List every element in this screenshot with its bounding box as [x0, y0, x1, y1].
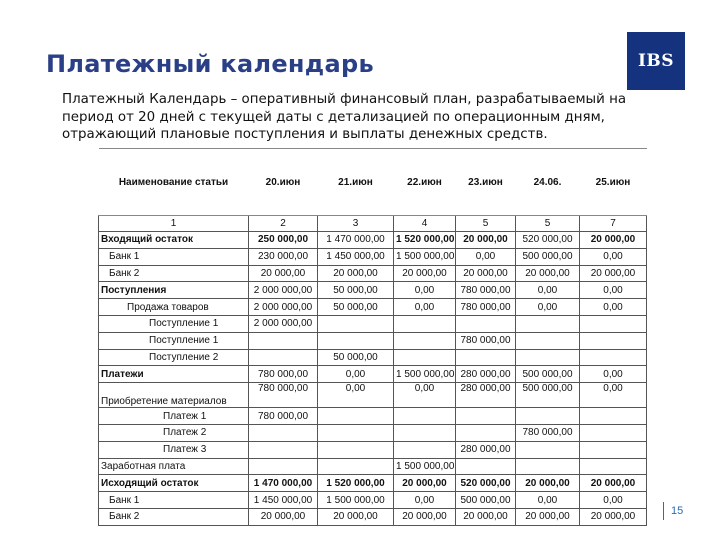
cell-value: 20 000,00 [516, 265, 580, 282]
cell-value: 0,00 [580, 366, 647, 383]
cell-value: 20 000,00 [580, 265, 647, 282]
cell-value [456, 458, 516, 475]
cell-value [318, 315, 394, 332]
cell-value [456, 315, 516, 332]
cell-value: 20 000,00 [456, 265, 516, 282]
cell-value: 20 000,00 [516, 508, 580, 525]
cell-value: 500 000,00 [516, 248, 580, 265]
cell-value: 1 500 000,00 [394, 248, 456, 265]
cell-value: 280 000,00 [456, 441, 516, 458]
cell-value [516, 408, 580, 425]
table-index-row [99, 216, 647, 232]
cell-value [456, 408, 516, 425]
header-date: 23.июн [456, 149, 516, 216]
slide-description: Платежный Календарь – оперативный финансовый план, разрабатываемый на период от 20 дней с текущей даты с детализацией по операционным дням, отражающий плановые поступления и выплаты денежных средств. [62, 92, 627, 142]
cell-value: 20 000,00 [580, 508, 647, 525]
cell-value: 1 520 000,00 [394, 232, 456, 249]
header-date: 21.июн [318, 149, 394, 216]
table-row [99, 508, 647, 525]
row-label: Приобретение материалов [99, 383, 249, 408]
row-label: Продажа товаров [99, 299, 249, 316]
cell-value: 780 000,00 [456, 282, 516, 299]
cell-value: 50 000,00 [318, 282, 394, 299]
cell-value [318, 424, 394, 441]
slide-page-number: 15 [663, 502, 683, 520]
header-date: 25.июн [580, 149, 647, 216]
cell-value [580, 349, 647, 366]
table-header-row [99, 149, 647, 216]
cell-value: 0,00 [580, 299, 647, 316]
cell-value: 520 000,00 [456, 475, 516, 492]
cell-value [516, 349, 580, 366]
cell-value: 20 000,00 [456, 508, 516, 525]
cell-value: 0,00 [516, 282, 580, 299]
cell-value: 50 000,00 [318, 349, 394, 366]
cell-value [249, 441, 318, 458]
ibs-logo: IBS [627, 32, 685, 90]
cell-value: 20 000,00 [394, 475, 456, 492]
cell-value: 280 000,00 [456, 383, 516, 408]
cell-value: 20 000,00 [516, 475, 580, 492]
header-article-name: Наименование статьи [99, 149, 249, 216]
row-label: Платежи [99, 366, 249, 383]
table-row [99, 408, 647, 425]
cell-value [394, 315, 456, 332]
row-label: Поступление 1 [99, 332, 249, 349]
row-label: Платеж 1 [99, 408, 249, 425]
cell-value: 0,00 [456, 248, 516, 265]
table-row [99, 383, 647, 408]
row-label: Исходящий остаток [99, 475, 249, 492]
table-row [99, 299, 647, 316]
cell-value: 230 000,00 [249, 248, 318, 265]
cell-value: 500 000,00 [516, 366, 580, 383]
header-date: 20.июн [249, 149, 318, 216]
index-cell: 7 [580, 216, 647, 232]
cell-value [516, 441, 580, 458]
cell-value [394, 408, 456, 425]
row-label: Поступление 1 [99, 315, 249, 332]
index-cell: 5 [516, 216, 580, 232]
cell-value: 1 470 000,00 [318, 232, 394, 249]
cell-value [249, 424, 318, 441]
index-cell: 2 [249, 216, 318, 232]
cell-value: 1 500 000,00 [394, 366, 456, 383]
cell-value: 1 450 000,00 [249, 492, 318, 509]
cell-value [516, 332, 580, 349]
cell-value: 20 000,00 [318, 265, 394, 282]
row-label: Банк 2 [99, 265, 249, 282]
cell-value [456, 424, 516, 441]
row-label: Платеж 2 [99, 424, 249, 441]
index-cell: 5 [456, 216, 516, 232]
table-row [99, 332, 647, 349]
cell-value: 20 000,00 [249, 508, 318, 525]
cell-value: 0,00 [394, 282, 456, 299]
table-row [99, 315, 647, 332]
cell-value: 0,00 [318, 366, 394, 383]
table-row [99, 424, 647, 441]
index-cell: 3 [318, 216, 394, 232]
row-label: Поступление 2 [99, 349, 249, 366]
cell-value: 500 000,00 [456, 492, 516, 509]
cell-value: 780 000,00 [516, 424, 580, 441]
cell-value: 20 000,00 [394, 265, 456, 282]
cell-value: 1 500 000,00 [394, 458, 456, 475]
row-label: Входящий остаток [99, 232, 249, 249]
cell-value [456, 349, 516, 366]
cell-value: 0,00 [318, 383, 394, 408]
header-date: 24.06. [516, 149, 580, 216]
cell-value: 1 520 000,00 [318, 475, 394, 492]
cell-value: 2 000 000,00 [249, 299, 318, 316]
cell-value: 780 000,00 [249, 408, 318, 425]
row-label: Банк 2 [99, 508, 249, 525]
cell-value: 2 000 000,00 [249, 315, 318, 332]
cell-value: 0,00 [580, 248, 647, 265]
row-label: Банк 1 [99, 248, 249, 265]
cell-value [249, 332, 318, 349]
cell-value [580, 458, 647, 475]
cell-value [580, 408, 647, 425]
row-label: Банк 1 [99, 492, 249, 509]
header-date: 22.июн [394, 149, 456, 216]
table-row [99, 492, 647, 509]
cell-value [394, 349, 456, 366]
cell-value: 1 470 000,00 [249, 475, 318, 492]
table-row [99, 349, 647, 366]
table-row [99, 366, 647, 383]
table-row [99, 282, 647, 299]
cell-value: 0,00 [580, 282, 647, 299]
cell-value [318, 458, 394, 475]
cell-value [318, 441, 394, 458]
cell-value: 250 000,00 [249, 232, 318, 249]
cell-value: 0,00 [580, 383, 647, 408]
cell-value: 20 000,00 [580, 475, 647, 492]
table-row [99, 441, 647, 458]
cell-value: 2 000 000,00 [249, 282, 318, 299]
cell-value [516, 458, 580, 475]
cell-value: 20 000,00 [580, 232, 647, 249]
cell-value: 20 000,00 [394, 508, 456, 525]
cell-value [394, 332, 456, 349]
cell-value [318, 332, 394, 349]
cell-value: 0,00 [394, 299, 456, 316]
cell-value: 780 000,00 [456, 332, 516, 349]
cell-value: 0,00 [516, 299, 580, 316]
slide-title: Платежный календарь [46, 50, 374, 78]
cell-value: 500 000,00 [516, 383, 580, 408]
cell-value [249, 349, 318, 366]
table-row [99, 232, 647, 249]
table-row [99, 265, 647, 282]
cell-value: 0,00 [394, 383, 456, 408]
cell-value: 20 000,00 [249, 265, 318, 282]
cell-value [580, 332, 647, 349]
cell-value [394, 424, 456, 441]
cell-value: 20 000,00 [456, 232, 516, 249]
cell-value: 280 000,00 [456, 366, 516, 383]
cell-value [580, 315, 647, 332]
index-cell: 1 [99, 216, 249, 232]
index-cell: 4 [394, 216, 456, 232]
cell-value: 780 000,00 [249, 366, 318, 383]
cell-value: 780 000,00 [456, 299, 516, 316]
table-row [99, 458, 647, 475]
cell-value: 780 000,00 [249, 383, 318, 408]
cell-value: 0,00 [580, 492, 647, 509]
cell-value [394, 441, 456, 458]
row-label: Платеж 3 [99, 441, 249, 458]
cell-value [580, 441, 647, 458]
payment-calendar-sheet [98, 148, 646, 523]
cell-value: 0,00 [516, 492, 580, 509]
cell-value: 1 450 000,00 [318, 248, 394, 265]
cell-value: 520 000,00 [516, 232, 580, 249]
cell-value [249, 458, 318, 475]
table-row [99, 475, 647, 492]
row-label: Поступления [99, 282, 249, 299]
row-label: Заработная плата [99, 458, 249, 475]
cell-value [318, 408, 394, 425]
payment-calendar-table [98, 148, 647, 526]
cell-value [580, 424, 647, 441]
cell-value: 20 000,00 [318, 508, 394, 525]
cell-value: 1 500 000,00 [318, 492, 394, 509]
table-row [99, 248, 647, 265]
cell-value [516, 315, 580, 332]
cell-value: 50 000,00 [318, 299, 394, 316]
cell-value: 0,00 [394, 492, 456, 509]
